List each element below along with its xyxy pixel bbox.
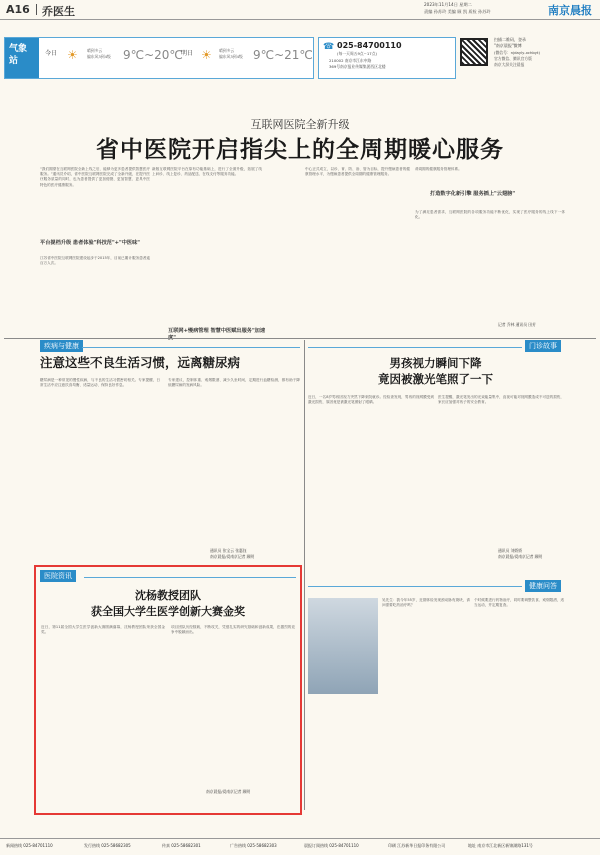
main-body-col1b: 江苏省中医院互联网医院建设起步于2015年，目前已累计服务患者逾百万人次。 bbox=[40, 256, 150, 266]
main-body-col4: 命周期的健康服务管理体系。 bbox=[415, 167, 462, 171]
weather-bar bbox=[4, 37, 314, 79]
disease-body-col1: 糖尿病是一种常见的慢性疾病，与不良的生活习惯密切相关。专家提醒，日常生活中应注意饮食均衡、适量运动、保持良好作息。 bbox=[40, 378, 160, 388]
disease-byline: 通讯员 张宝云 张惠钰 南京晨报/爱南京记者 顾明 bbox=[210, 548, 255, 559]
section-label-disease: 疾病与健康 bbox=[40, 340, 83, 352]
today-label: 今日 bbox=[45, 50, 58, 57]
main-subhead-1: 平台提档升级 患者体验"科技范"+"中医味" bbox=[40, 240, 140, 246]
qr-title: 扫描二维码，登录 "南京晨报"微博 bbox=[494, 37, 526, 48]
main-body-col3: 中心正式成立，以诊、育、防、治、管为目标，提升慢病患者的健康管理水平，为慢病患者提供全周期的健康管理服务。 bbox=[305, 167, 410, 177]
footer-item: 印刷 江苏新华日报印务有限公司 bbox=[388, 843, 446, 848]
footer-item: 广告热线 025-58682303 bbox=[230, 843, 277, 848]
news-byline: 南京晨报/爱南京记者 顾明 bbox=[206, 789, 251, 794]
qa-body-col1: 吴先生：我今年55岁，近期体检发现颈动脉有斑块，请问需要吃药治疗吗？ bbox=[382, 598, 470, 608]
masthead bbox=[0, 0, 600, 20]
clinic-body-col1: 近日，一名8岁男孩因视力突然下降来院就诊。经检查发现，男孩的视网膜受到激光损伤，原因竟是被激光笔照射了眼睛。 bbox=[308, 395, 434, 405]
contact-box bbox=[318, 37, 456, 79]
phone-icon: ☎ bbox=[323, 42, 335, 52]
main-subhead-3: 打造数字化新引擎 服务插上"云翅膀" bbox=[430, 191, 516, 197]
main-body-col2: 新版互联网医院平台在原有功能基础上，进行了全面升级，拓展了线上问诊、线上复诊、药品配送、在线支付等服务功能。 bbox=[152, 167, 262, 177]
disease-body-col2: 专家建议，控制体重、戒烟限酒、减少久坐时间，定期进行血糖检测，都有助于降低糖尿病的发病风险。 bbox=[168, 378, 300, 388]
qr-text: (微信号：njdayly-xchbyt) 官方微信、腾讯官方版 南京大屏关注晨报 bbox=[494, 50, 541, 67]
clinic-headline-2: 竟因被激光笔照了一下 bbox=[378, 372, 493, 386]
footer-item: 晨报订阅热线 025-84701110 bbox=[304, 843, 359, 848]
clinic-headline-1: 男孩视力瞬间下降 bbox=[389, 356, 482, 370]
footer-item: 新闻热线 025-84701110 bbox=[6, 843, 53, 848]
section-label-hospital-news: 医院资讯 bbox=[40, 570, 76, 582]
footer-item: 发行热线 025-58682305 bbox=[84, 843, 131, 848]
section-name: 乔医生 bbox=[42, 5, 75, 18]
hospital-news-box bbox=[34, 565, 302, 815]
hotline-number: 025-84700110 bbox=[337, 41, 402, 50]
tomorrow-desc: 晴到多云 偏东风3到4级 bbox=[219, 48, 243, 59]
sun-cloud-icon: ☀ bbox=[67, 48, 78, 62]
page-number: A16 bbox=[6, 3, 30, 16]
paper-logo: 南京晨报 bbox=[548, 4, 592, 17]
clinic-body-col2: 医生提醒，激光笔发出的光束能量集中，直视可能对视网膜造成不可逆的损伤，家长应加强对孩子的安全教育。 bbox=[438, 395, 564, 405]
main-kicker: 互联网医院全新升级 bbox=[250, 118, 350, 131]
main-headline: 省中医院开启指尖上的全周期暖心服务 bbox=[96, 137, 504, 163]
label-rule bbox=[84, 577, 296, 578]
tomorrow-label: 明日 bbox=[181, 50, 194, 57]
divider bbox=[36, 4, 37, 15]
main-byline: 记者 乔林 通讯员 田芳 bbox=[498, 322, 536, 327]
address: 210002 南京市江东中路 369号南京报业传媒集团西区北楼 bbox=[329, 58, 386, 69]
qa-rule bbox=[308, 586, 522, 587]
hotline-note: (每一天周五9点~17点) bbox=[337, 51, 377, 56]
main-body-col1: “我们期望在互联网医院全新上线之后，能够为更多患者提供智慧医疗服务。”通讯员介绍，省中医院互联网医院完成了全新升级，在提升医疗服务质量的同时，也为患者提供了更加便捷、更加智慧、更具中医特色的医疗健康服务。 bbox=[40, 167, 150, 187]
date-line: 2023年11月14日 星期二 bbox=[424, 2, 472, 7]
today-desc: 晴到多云 偏东风3到4级 bbox=[87, 48, 111, 59]
label-rule bbox=[82, 347, 300, 348]
footer-item: 地址 南京市江北新区新锦湖路131号 bbox=[468, 843, 533, 848]
vertical-rule bbox=[304, 340, 305, 810]
section-rule bbox=[4, 338, 596, 339]
label-rule bbox=[308, 347, 522, 348]
main-body-col4b: 为了满足患者需求，互联网医院的各项服务功能不断优化，实现了医疗服务的线上线下一体化。 bbox=[415, 210, 565, 220]
section-label-qa: 健康问答 bbox=[525, 580, 561, 592]
footer-item: 传真 025-58682301 bbox=[162, 843, 201, 848]
main-subhead-2: 互联网+慢病管理 智慧中医赋出服务"加速 bbox=[168, 328, 266, 334]
disease-headline: 注意这些不良生活习惯，远离糖尿病 bbox=[40, 355, 241, 370]
news-headline-1: 沈杨教授团队 bbox=[135, 589, 201, 602]
tomorrow-temp: 9℃~21℃ bbox=[253, 48, 313, 62]
clinic-byline: 通讯员 刘娇娇 南京晨报/爱南京记者 顾明 bbox=[498, 548, 543, 559]
news-body-col2: 项目团队历经数载，不断攻关，凭借扎实的研究基础和创新成果，在激烈的竞争中脱颖而出。 bbox=[171, 625, 295, 635]
editors-line: 责编 孙苏玲 美编 顾 凯 质检 孙苏玲 bbox=[424, 9, 491, 14]
footer-bar bbox=[0, 838, 600, 855]
weather-label: 气象站 bbox=[5, 38, 39, 78]
qr-code bbox=[460, 38, 488, 66]
news-body-col1: 近日，第11届全国大学生医学创新大赛圆满落幕，沈杨教授团队荣获全国金奖。 bbox=[41, 625, 165, 635]
news-headline-2: 获全国大学生医学创新大赛金奖 bbox=[91, 605, 245, 618]
qa-image bbox=[308, 598, 378, 694]
qa-body-col2: 个时候要进行药物治疗，同时要调整饮食、戒烟限酒，适当运动，并定期复查。 bbox=[474, 598, 564, 608]
section-label-clinic: 门诊故事 bbox=[525, 340, 561, 352]
sun-cloud-icon: ☀ bbox=[201, 48, 212, 62]
today-temp: 9℃~20℃ bbox=[123, 48, 183, 62]
